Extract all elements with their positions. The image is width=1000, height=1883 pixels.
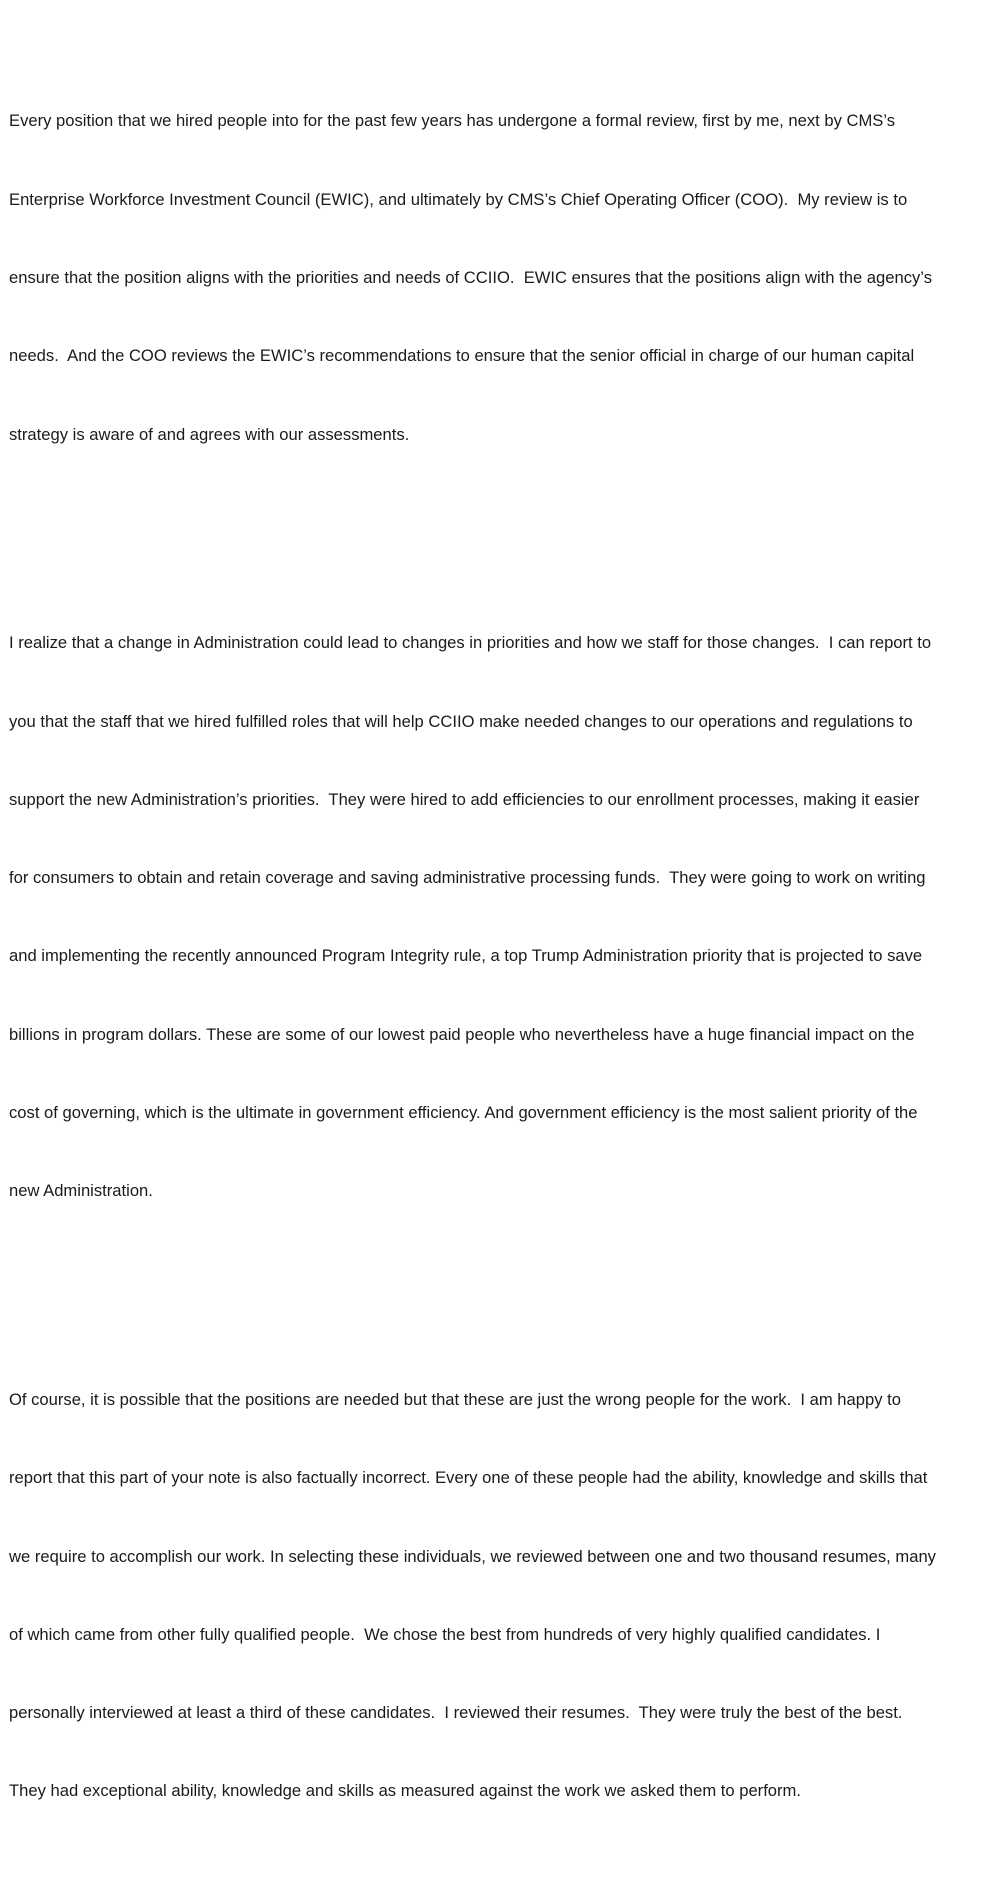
text-line: Every position that we hired people into for the past few years has undergone a formal review, first by me, next by CMS’s bbox=[9, 111, 896, 131]
text-line: ensure that the position aligns with the priorities and needs of CCIIO. EWIC ensures that the positions align with the agency’s bbox=[9, 267, 932, 287]
text-line: I realize that a change in Administration could lead to changes in priorities and how we staff for those changes. I can report to bbox=[9, 633, 932, 653]
text-line: personally interviewed at least a third of these candidates. I reviewed their resumes. They were truly the best of the best. bbox=[9, 1703, 903, 1723]
text-line: billions in program dollars. These are some of our lowest paid people who nevertheless have a huge financial impact on the bbox=[9, 1024, 915, 1044]
text-line: cost of governing, which is the ultimate in government efficiency. And government efficiency is the most salient priority of the bbox=[9, 1102, 918, 1122]
text-line: of which came from other fully qualified people. We chose the best from hundreds of very highly qualified candidates. I bbox=[9, 1624, 881, 1644]
paragraph-candidate-quality bbox=[9, 1335, 997, 1857]
paragraph-review-process bbox=[9, 56, 997, 500]
text-line: for consumers to obtain and retain coverage and saving administrative processing funds. They were going to work on writing bbox=[9, 868, 926, 888]
text-line: needs. And the COO reviews the EWIC’s recommendations to ensure that the senior official in charge of our human capital bbox=[9, 346, 915, 366]
text-line: support the new Administration’s priorities. They were hired to add efficiencies to our enrollment processes, making it easier bbox=[9, 789, 920, 809]
text-line: strategy is aware of and agrees with our assessments. bbox=[9, 424, 410, 444]
text-line: we require to accomplish our work. In selecting these individuals, we reviewed between one and two thousand resumes, many bbox=[9, 1546, 936, 1566]
paragraph-administration-priorities bbox=[9, 578, 997, 1256]
text-line: Enterprise Workforce Investment Council (EWIC), and ultimately by CMS’s Chief Operating Officer (COO). My review is to bbox=[9, 189, 908, 209]
text-line: Of course, it is possible that the positions are needed but that these are just the wrong people for the work. I am happy to bbox=[9, 1389, 901, 1409]
text-line: and implementing the recently announced Program Integrity rule, a top Trump Administration priority that is projected to save bbox=[9, 946, 923, 966]
text-line: report that this part of your note is also factually incorrect. Every one of these people had the ability, knowledge and skills that bbox=[9, 1468, 928, 1488]
text-line: you that the staff that we hired fulfilled roles that will help CCIIO make needed changes to our operations and regulations to bbox=[9, 711, 913, 731]
text-line: new Administration. bbox=[9, 1181, 153, 1201]
text-line: They had exceptional ability, knowledge and skills as measured against the work we asked them to perform. bbox=[9, 1781, 801, 1801]
document-body bbox=[9, 4, 997, 1883]
